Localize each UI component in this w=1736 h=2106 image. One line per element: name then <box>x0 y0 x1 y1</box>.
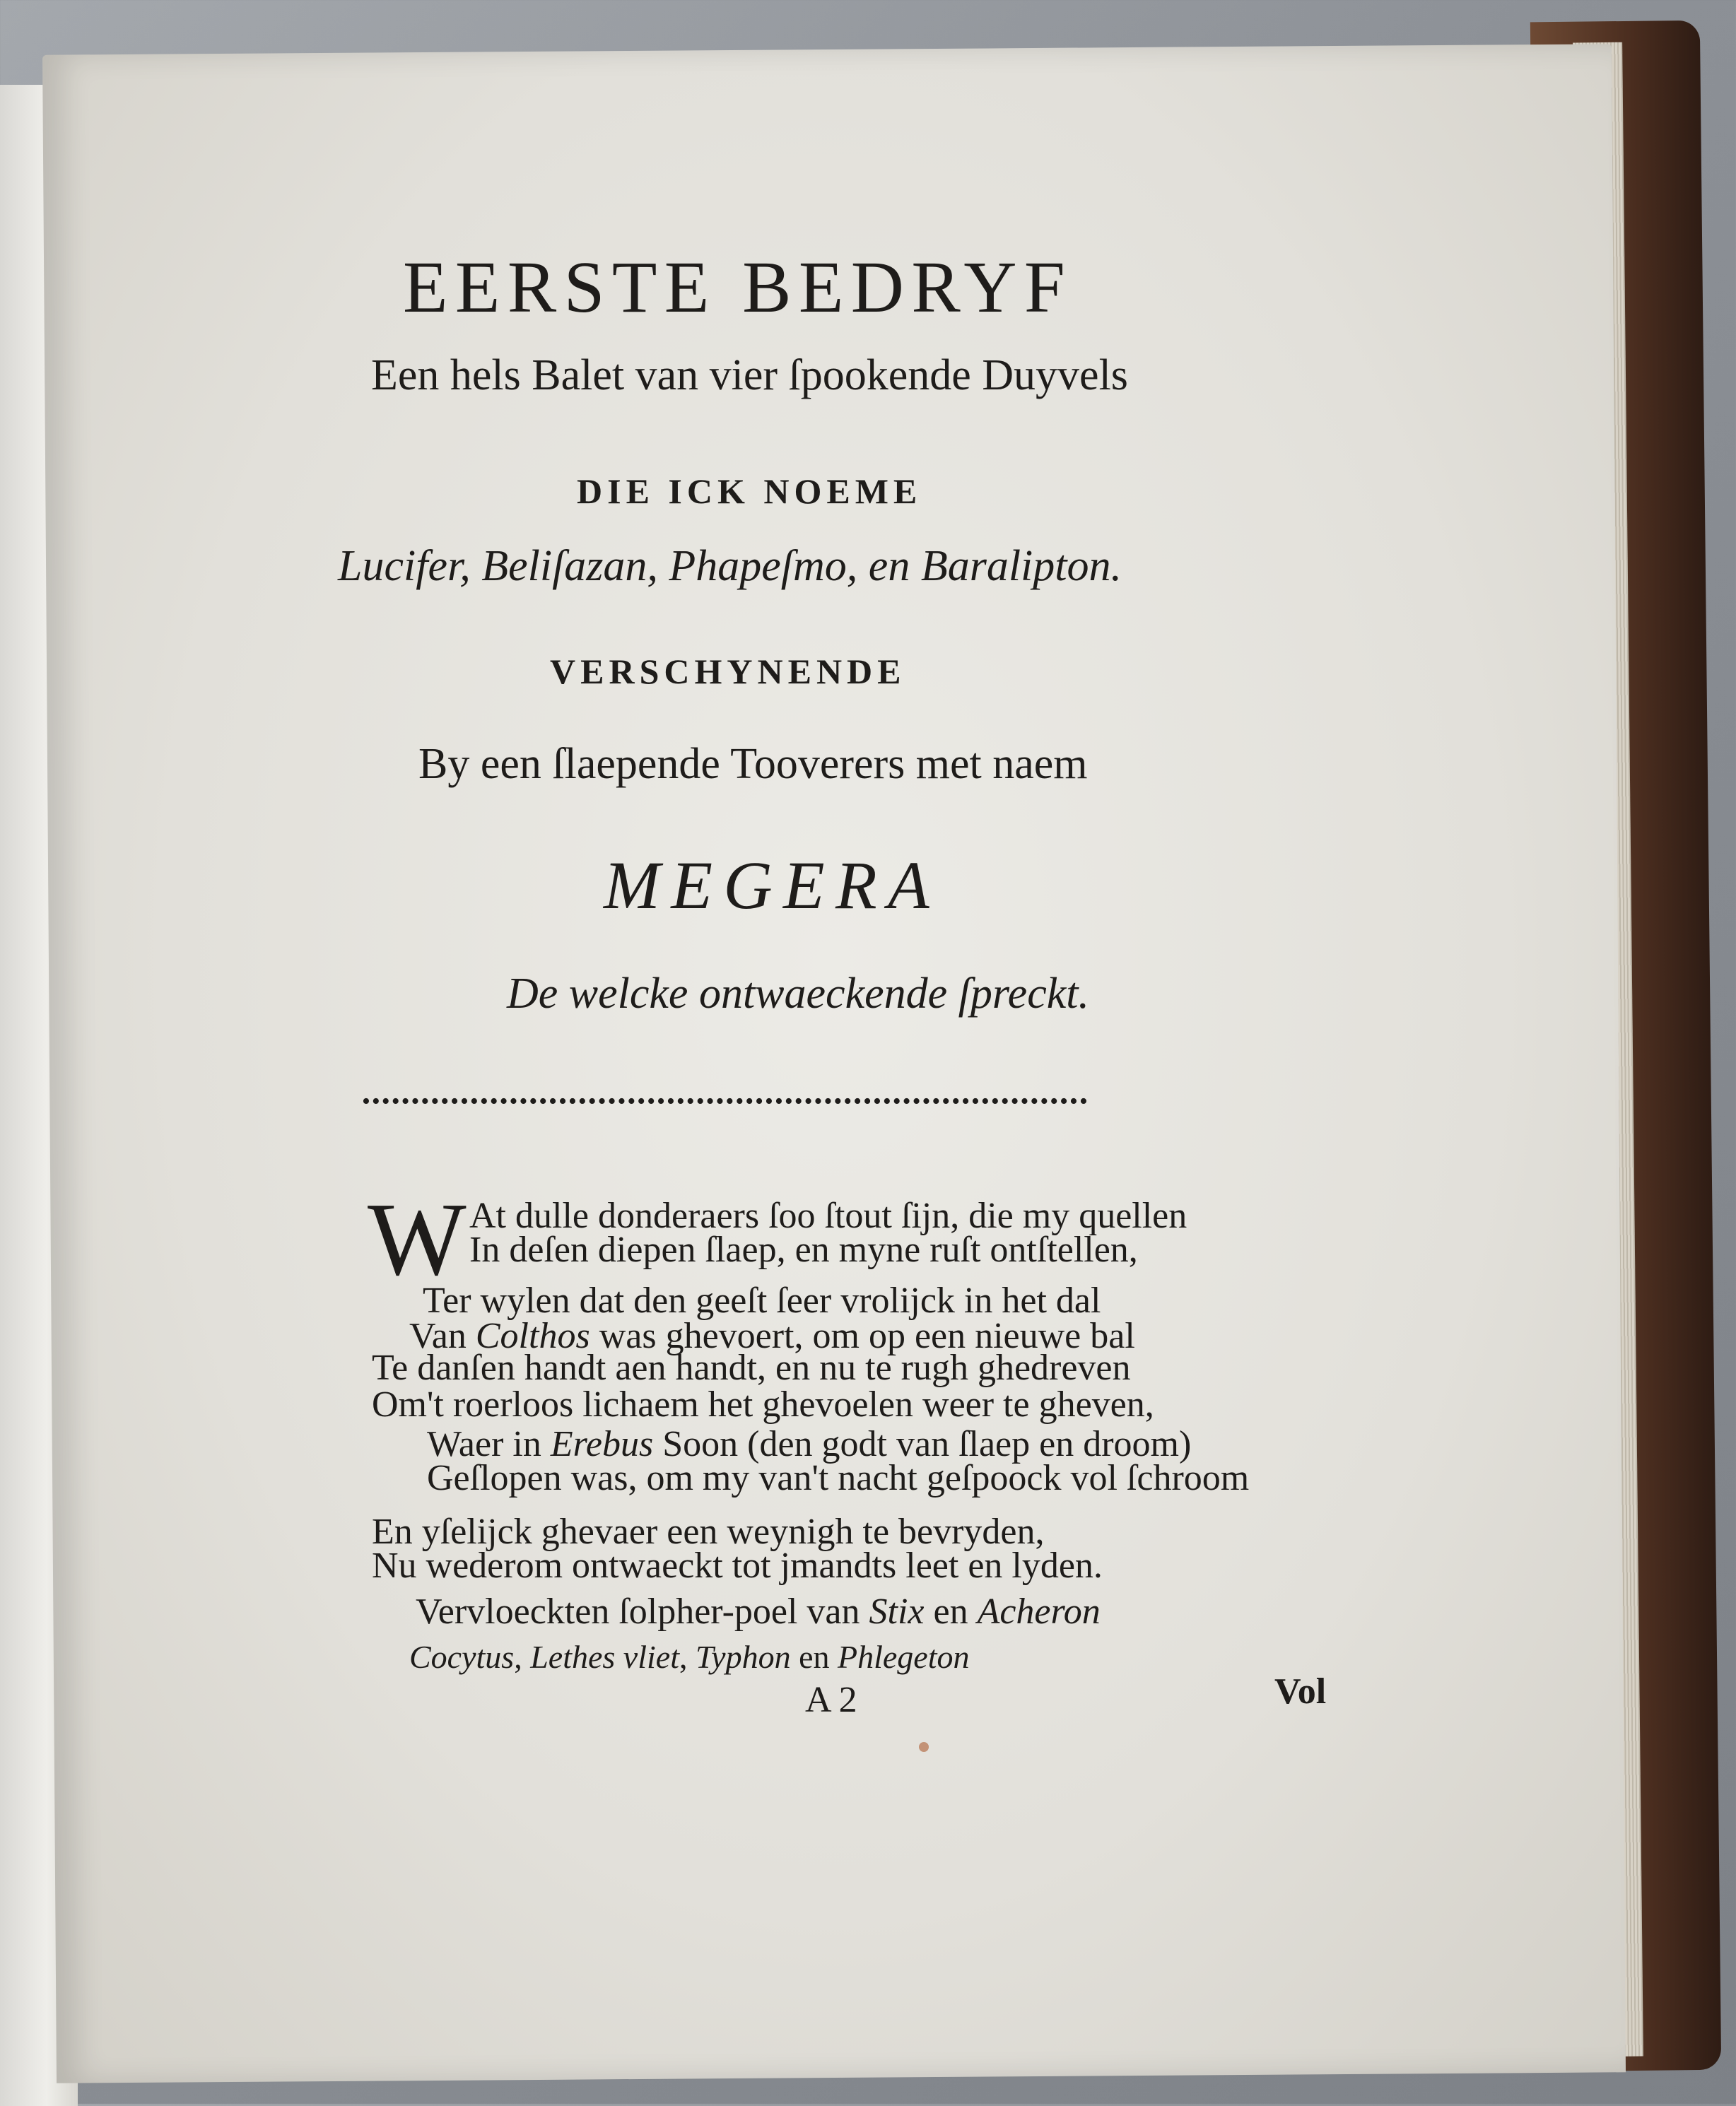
poem-line <box>372 1384 1154 1425</box>
poem-text: Vervloeckten ſolpher-poel van <box>416 1592 869 1632</box>
appearing-line: VERSCHYNENDE <box>550 652 906 691</box>
river-name: Acheron <box>977 1592 1101 1632</box>
poem-text: Ter wylen dat den geeſt ſeer vrolijck in het dal <box>423 1281 1101 1321</box>
poem-line <box>409 1641 970 1673</box>
river-name: Lethes vliet <box>530 1639 679 1675</box>
poem-text: , <box>679 1639 696 1675</box>
character-name: MEGERA <box>604 847 941 923</box>
place-name: Colthos <box>475 1316 590 1356</box>
poem-text: Geſlopen was, om my van't nacht geſpoock vol ſchroom <box>427 1458 1250 1498</box>
river-name: Phlegeton <box>838 1639 970 1675</box>
poem-line <box>427 1460 1249 1497</box>
poem-line <box>416 1594 1101 1630</box>
poem-line <box>469 1232 1138 1269</box>
poem-text: En yſelijck ghevaer een weynigh te bevryden, <box>372 1512 1045 1552</box>
speaks-line: De welcke ontwaeckende ſpreckt. <box>507 970 1089 1018</box>
poem-line <box>372 1548 1103 1584</box>
poem-text: , <box>514 1639 531 1675</box>
poem-line <box>372 1350 1131 1387</box>
drop-cap: W <box>368 1182 467 1298</box>
river-name: Typhon <box>695 1639 791 1675</box>
subtitle: Een hels Balet van vier ſpookende Duyvels <box>371 351 1128 399</box>
poem-text: Van <box>409 1316 476 1356</box>
signature-mark: A 2 <box>805 1680 857 1720</box>
poem-text: was ghevoert, om op een nieuwe bal <box>590 1316 1135 1356</box>
catchword: Vol <box>1274 1671 1327 1712</box>
poem-text: Te danſen handt aen handt, en nu te rugh ghedreven <box>372 1348 1131 1388</box>
poem-text: At dulle donderaers ſoo ſtout ſijn, die my quellen <box>469 1196 1187 1236</box>
poem-text: en <box>924 1592 978 1632</box>
foxing-stain <box>919 1742 929 1752</box>
proper-name: Erebus <box>550 1424 654 1464</box>
river-name: Stix <box>869 1592 925 1632</box>
poem-text: en <box>790 1639 838 1675</box>
naming-line: DIE ICK NOEME <box>577 471 922 511</box>
act-title: EERSTE BEDRYF <box>403 247 1073 328</box>
poem-line <box>423 1283 1101 1319</box>
ornament-divider: •••••••••••••••••••••••••••••••••••••••••••••••••••••••••••••••••••••••••• <box>362 1088 1089 1110</box>
poem-text: Nu wederom ontwaeckt tot jmandts leet en lyden. <box>372 1546 1103 1586</box>
poem-text: In deſen diepen ſlaep, en myne ruſt ontſtellen, <box>469 1230 1138 1270</box>
poem-text: Soon (den godt van ſlaep en droom) <box>653 1424 1192 1464</box>
river-name: Cocytus <box>409 1639 515 1675</box>
book-page <box>42 44 1626 2083</box>
by-line: By een ſlaepende Tooverers met naem <box>418 740 1088 788</box>
devil-names: Lucifer, Beliſazan, Phapeſmo, en Baralipton. <box>338 542 1122 590</box>
poem-text: Om't roerloos lichaem het ghevoelen weer te gheven, <box>372 1384 1154 1425</box>
poem-text: Waer in <box>427 1424 551 1464</box>
